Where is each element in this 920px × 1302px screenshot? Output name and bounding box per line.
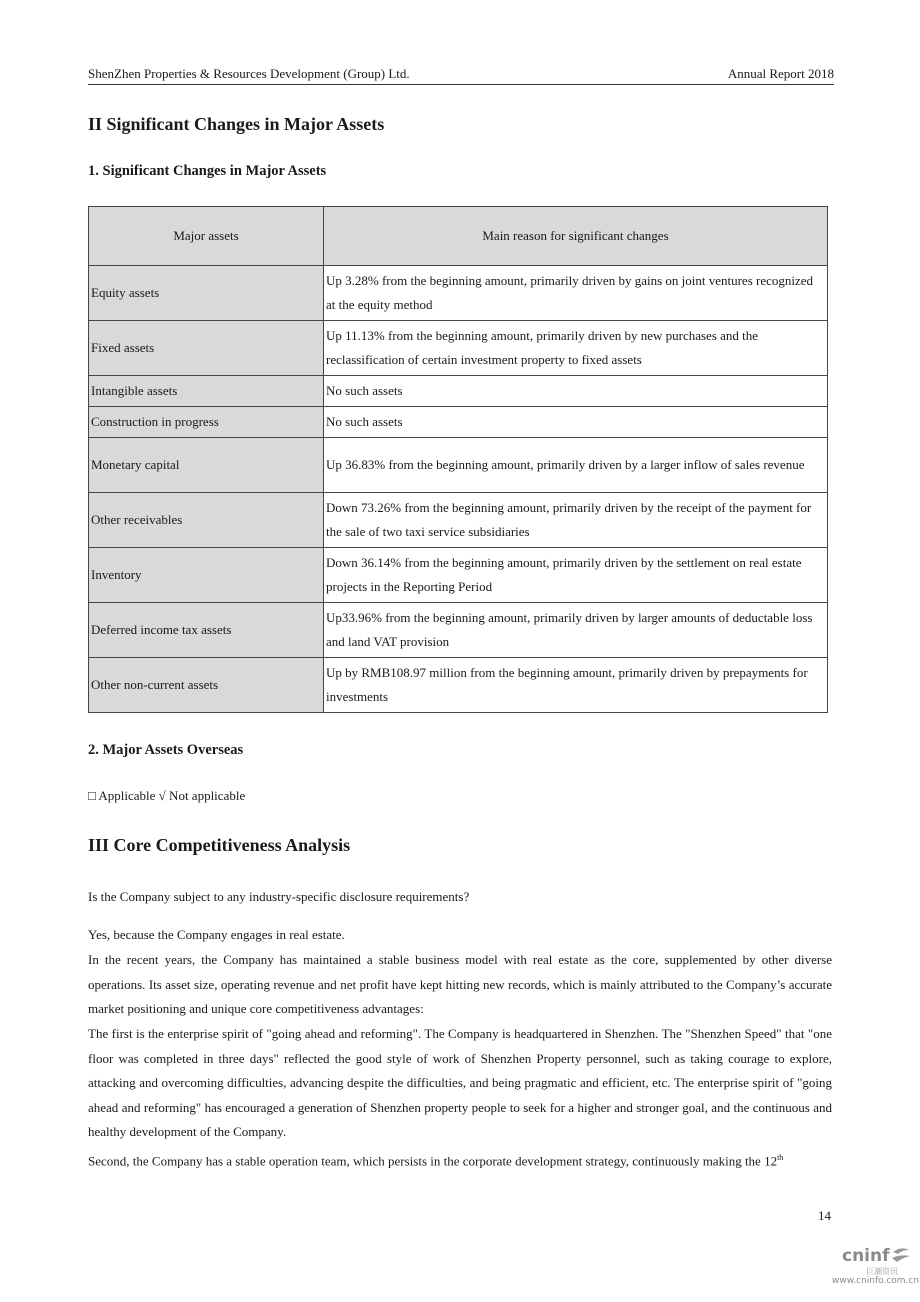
paragraph-enterprise-spirit: The first is the enterprise spirit of "going ahead and reforming". The Company is headquartered in Shenzhen. The "Shenzhen Speed" that "one floor was completed in three days" reflected the good style of work of Shenzhen Property personnel, such as taking courage to explore, attacking and overcoming difficulties, advancing despite the difficulties, and being pragmatic and efficient, etc. The enterprise spirit of "going ahead and reforming" has encouraged a generation of Shenzhen property people to seek for a higher and stronger goal, and the continuous and healthy development of the Company.	[88, 1026, 832, 1139]
disclosure-answer: Yes, because the Company engages in real estate.	[88, 927, 345, 942]
asset-reason-cell: Down 73.26% from the beginning amount, primarily driven by the receipt of the payment for the sale of two taxi service subsidiaries	[324, 493, 828, 548]
cninfo-logo	[830, 1244, 920, 1290]
ordinal-suffix: th	[777, 1153, 784, 1162]
table-row	[89, 438, 828, 493]
logo-url-text: www.cninfo.com.cn	[832, 1276, 920, 1286]
asset-reason-cell: Down 36.14% from the beginning amount, primarily driven by the settlement on real estate projects in the Reporting Period	[324, 548, 828, 603]
subsection-title-overseas-assets: 2. Major Assets Overseas	[88, 742, 244, 758]
page-header	[88, 66, 834, 85]
table-row	[89, 603, 828, 658]
paragraph-business-model: In the recent years, the Company has maintained a stable business model with real estate as the core, supplemented by other diverse operations. Its asset size, operating revenue and net profit have kept hitting new records, which is mainly attributed to the Company’s accurate market positioning and unique core competitiveness advantages:	[88, 952, 832, 1016]
asset-name-cell: Deferred income tax assets	[89, 603, 324, 658]
asset-reason-cell: No such assets	[324, 407, 828, 438]
logo-brand-text: cninf	[842, 1246, 890, 1266]
table-row	[89, 321, 828, 376]
section-title-core-competitiveness: III Core Competitiveness Analysis	[88, 835, 351, 855]
table-row	[89, 493, 828, 548]
asset-reason-cell: Up by RMB108.97 million from the beginning amount, primarily driven by prepayments for investments	[324, 658, 828, 713]
applicability-note: □ Applicable √ Not applicable	[88, 788, 246, 803]
table-header-row	[89, 207, 828, 266]
column-header-main-reason: Main reason for significant changes	[324, 207, 828, 266]
asset-reason-cell: Up 3.28% from the beginning amount, primarily driven by gains on joint ventures recognized at the equity method	[324, 266, 828, 321]
table-row	[89, 376, 828, 407]
table-row	[89, 548, 828, 603]
asset-reason-cell: Up33.96% from the beginning amount, primarily driven by larger amounts of deductable loss and land VAT provision	[324, 603, 828, 658]
table-row	[89, 266, 828, 321]
logo-swirl-icon	[890, 1246, 912, 1266]
header-company: ShenZhen Properties & Resources Development (Group) Ltd.	[88, 66, 410, 81]
asset-name-cell: Other receivables	[89, 493, 324, 548]
asset-name-cell: Monetary capital	[89, 438, 324, 493]
paragraph-operation-team	[88, 1146, 832, 1174]
subsection-title-major-assets: 1. Significant Changes in Major Assets	[88, 163, 327, 179]
section-title-significant-changes: II Significant Changes in Major Assets	[88, 114, 385, 134]
asset-name-cell: Other non-current assets	[89, 658, 324, 713]
asset-reason-cell: No such assets	[324, 376, 828, 407]
asset-name-cell: Fixed assets	[89, 321, 324, 376]
header-report-title: Annual Report 2018	[727, 66, 834, 81]
paragraph-operation-team-text: Second, the Company has a stable operation team, which persists in the corporate development strategy, continuously making the 12	[88, 1153, 778, 1169]
asset-reason-cell: Up 11.13% from the beginning amount, primarily driven by new purchases and the reclassification of certain investment property to fixed assets	[324, 321, 828, 376]
logo-chinese-text: 巨潮资讯	[866, 1267, 898, 1276]
asset-reason-cell: Up 36.83% from the beginning amount, primarily driven by a larger inflow of sales revenue	[324, 438, 828, 493]
table-row	[89, 407, 828, 438]
asset-name-cell: Construction in progress	[89, 407, 324, 438]
asset-name-cell: Equity assets	[89, 266, 324, 321]
column-header-major-assets: Major assets	[89, 207, 324, 266]
table-row	[89, 658, 828, 713]
asset-name-cell: Inventory	[89, 548, 324, 603]
page-number: 14	[818, 1208, 831, 1223]
major-assets-table	[88, 206, 828, 713]
asset-name-cell: Intangible assets	[89, 376, 324, 407]
disclosure-question: Is the Company subject to any industry-specific disclosure requirements?	[88, 889, 470, 904]
